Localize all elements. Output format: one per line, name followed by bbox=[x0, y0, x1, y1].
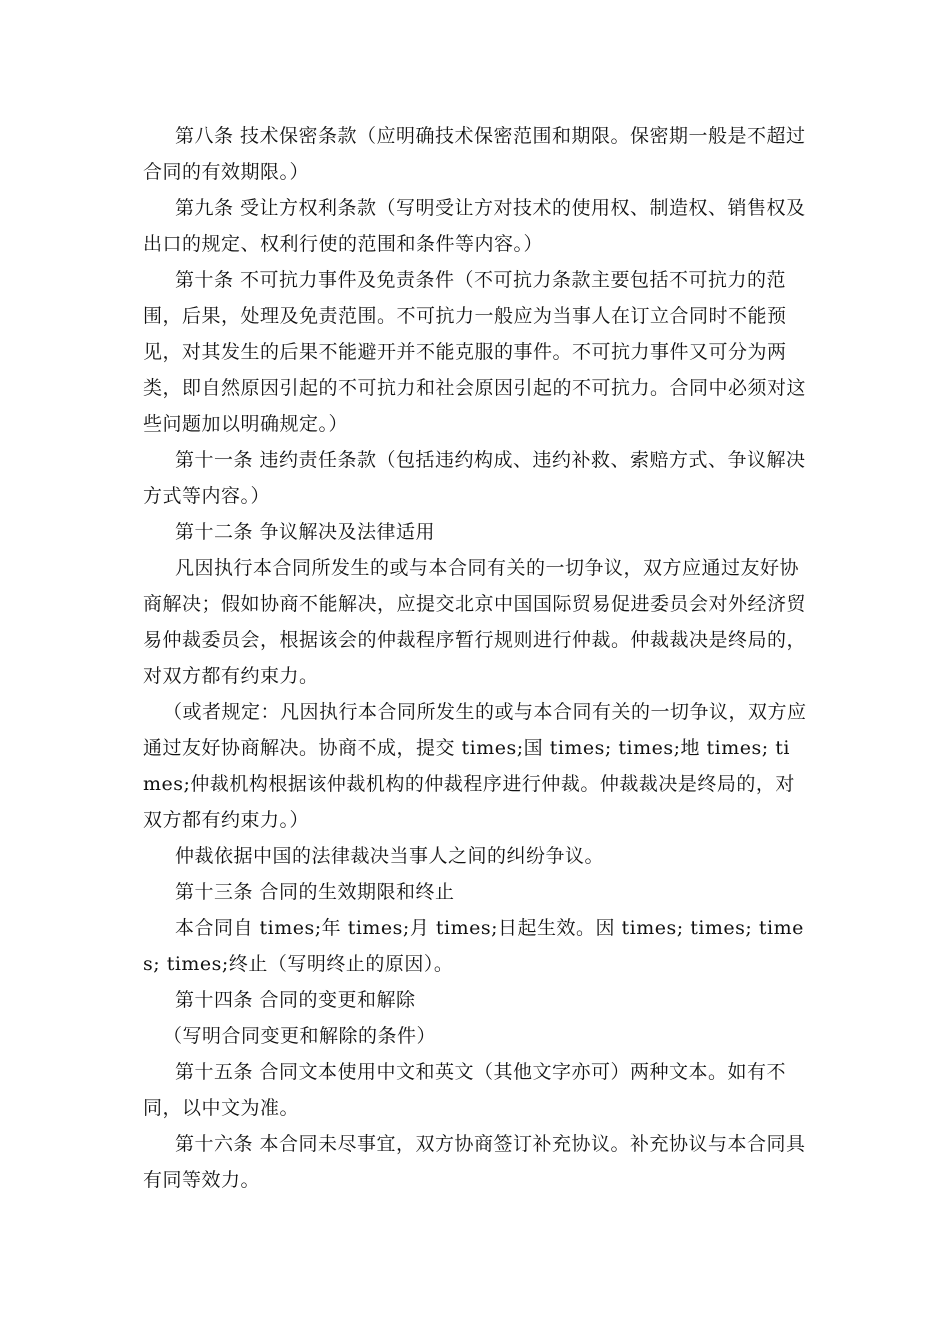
clause-8: 第八条 技术保密条款（应明确技术保密范围和期限。保密期一般是不超过合同的有效期限。） bbox=[143, 125, 806, 183]
document-body bbox=[143, 118, 808, 1198]
clause-14-body: （写明合同变更和解除的条件） bbox=[163, 1025, 437, 1047]
clause-10: 第十条 不可抗力事件及免责条件（不可抗力条款主要包括不可抗力的范围，后果，处理及免责范围。不可抗力一般应为当事人在订立合同时不能预见，对其发生的后果不能避开并不能克服的事件。不可抗力事件又可分为两类，即自然原因引起的不可抗力和社会原因引起的不可抗力。合同中必须对这些问题加以明确规定。） bbox=[143, 269, 807, 435]
clause-13-body: 本合同自 times;年 times;月 times;日起生效。因 times; times; times; times;终止（写明终止的原因）。 bbox=[143, 917, 804, 975]
clause-9: 第九条 受让方权利条款（写明受让方对技术的使用权、制造权、销售权及出口的规定、权利行使的范围和条件等内容。） bbox=[143, 197, 806, 255]
clause-16: 第十六条 本合同未尽事宜，双方协商签订补充协议。补充协议与本合同具有同等效力。 bbox=[143, 1133, 806, 1191]
clause-12-heading: 第十二条 争议解决及法律适用 bbox=[175, 521, 436, 543]
clause-12-body: 凡因执行本合同所发生的或与本合同有关的一切争议，双方应通过友好协商解决；假如协商不能解决，应提交北京中国国际贸易促进委员会对外经济贸易仲裁委员会，根据该会的仲裁程序暂行规则进行仲裁。仲裁裁决是终局的，对双方都有约束力。 bbox=[143, 557, 807, 687]
clause-11: 第十一条 违约责任条款（包括违约构成、违约补救、索赔方式、争议解决方式等内容。） bbox=[143, 449, 806, 507]
clause-14-heading: 第十四条 合同的变更和解除 bbox=[175, 989, 416, 1011]
clause-12-governing-law: 仲裁依据中国的法律裁决当事人之间的纠纷争议。 bbox=[175, 845, 605, 867]
clause-12-alternative: （或者规定：凡因执行本合同所发生的或与本合同有关的一切争议，双方应通过友好协商解决。协商不成，提交 times;国 times; times;地 times; times;仲裁机构根据该仲裁机构的仲裁程序进行仲裁。仲裁裁决是终局的，对双方都有约束力。） bbox=[143, 701, 807, 831]
clause-15: 第十五条 合同文本使用中文和英文（其他文字亦可）两种文本。如有不同，以中文为准。 bbox=[143, 1061, 787, 1119]
clause-13-heading: 第十三条 合同的生效期限和终止 bbox=[175, 881, 455, 903]
